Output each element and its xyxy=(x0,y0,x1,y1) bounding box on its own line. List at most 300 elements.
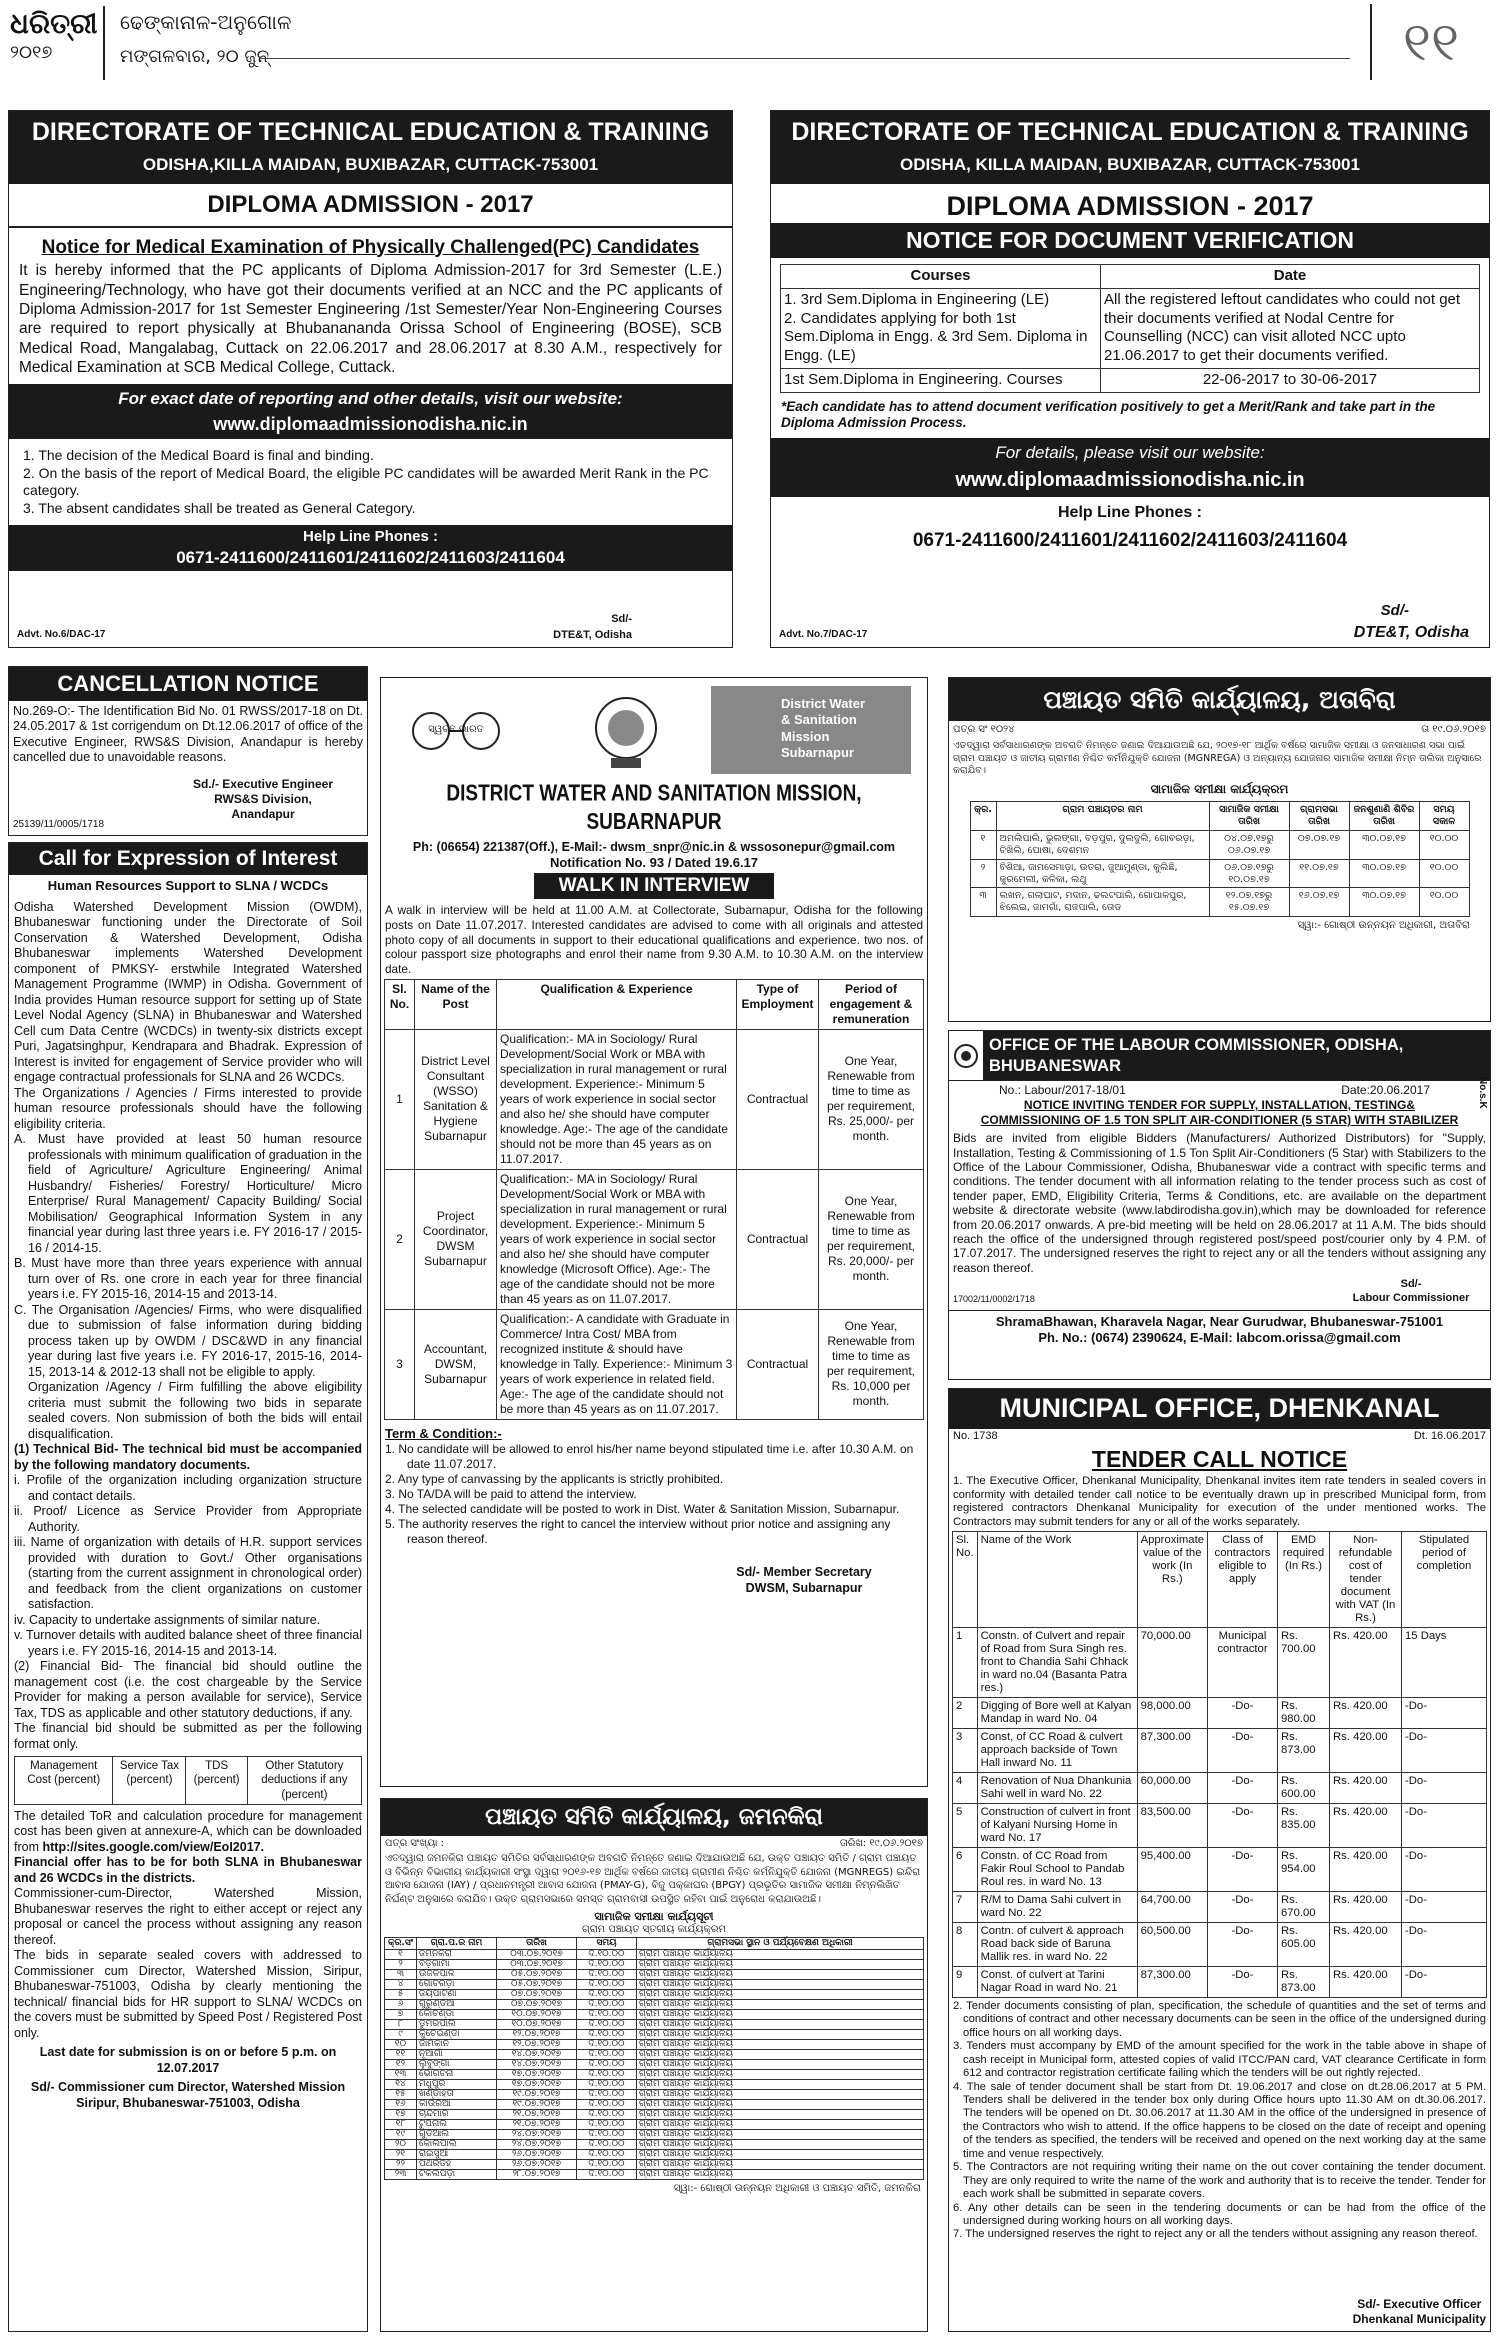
table-row xyxy=(385,1309,924,1419)
table-row xyxy=(953,1966,1487,1997)
cell-venue: ଗ୍ରାମ ପଞ୍ଚାୟତ କାର୍ଯ୍ୟାଳୟ xyxy=(637,2129,924,2139)
table-row xyxy=(385,2009,924,2019)
athabira-ref: ପତ୍ର ସଂ ୧୦୨୪ xyxy=(953,724,1015,736)
cancellation-notice xyxy=(8,666,368,836)
cell-type: Contractual xyxy=(737,1169,819,1309)
cell-work-name: Contn. of culvert & approach Road back side of Baruna Mallik res. in ward No. 22 xyxy=(977,1923,1137,1967)
website-caption: For details, please visit our website: xyxy=(995,443,1265,463)
cell-sl: ୧୨ xyxy=(385,2059,417,2069)
advt-number: Advt. No.7/DAC-17 xyxy=(779,628,868,640)
cell-sl: 4 xyxy=(953,1773,978,1804)
table-header: Class of contractors eligible to apply xyxy=(1208,1532,1278,1628)
municipal-point: 2. Tender documents consisting of plan, specification, the schedule of quantities and the set of terms and conditions of contract and other necessary documents can be seen in the office of the undersigned during office hours on all working days. xyxy=(953,1999,1486,2039)
cell-value: 95,400.00 xyxy=(1137,1848,1207,1892)
table-row xyxy=(970,859,1469,888)
cell-date: ୨୮.୦୭.୨୦୧୭ xyxy=(497,2169,577,2179)
eoi-para2: Organization /Agency / Firm fulfilling the above eligibility criteria must submit the following two bids in separate sealed covers. Non submission of both the bids will entail disqualification. xyxy=(28,1380,362,1441)
eoi-download-link[interactable]: http://sites.google.com/view/EoI2017. xyxy=(42,1839,265,1854)
cell-time: ଦି.୧୦.୦୦ xyxy=(577,2139,637,2149)
cell-value: 87,300.00 xyxy=(1137,1729,1207,1773)
eoi-tech-item: v. Turnover details with audited balance sheet of three financial years i.e. FY 2015-16, 2014-15 and 2013-14. xyxy=(14,1628,362,1658)
cell-gp-name: କୋଲିପାଲି xyxy=(417,2139,497,2149)
cell-time: ଦି.୧୦.୦୦ xyxy=(577,2009,637,2019)
cell-period: -Do- xyxy=(1402,1729,1487,1773)
eoi-sign2: Siripur, Bhubaneswar-751003, Odisha xyxy=(76,2095,300,2110)
cell-gp-name: ଗୁଡିଆଲି xyxy=(417,2129,497,2139)
cell-sl: ୧ xyxy=(385,1949,417,1959)
athabira-notice xyxy=(948,677,1491,1022)
cell-cost: Rs. 420.00 xyxy=(1330,1923,1402,1967)
cell-gp-name: ଭୋଗଚନା xyxy=(417,2069,497,2079)
athabira-table-title: ସାମାଜିକ ସମୀକ୍ଷା କାର୍ଯ୍ୟକ୍ରମ xyxy=(1150,782,1289,797)
cell-sl: 3 xyxy=(953,1729,978,1773)
cell-gp-name: ରାଇସୁଆଁ xyxy=(417,2149,497,2159)
cell-cost: Rs. 420.00 xyxy=(1330,1729,1402,1773)
cell-date: ୧୭.୦୭.୨୦୧୭ xyxy=(497,2079,577,2089)
cell-date: ୨୪.୦୭.୨୦୧୭ xyxy=(497,2139,577,2149)
cell-time: ଦି.୧୦.୦୦ xyxy=(577,2149,637,2159)
table-row xyxy=(385,2169,924,2179)
cell-gp-name: ଉଜଳପାଳ xyxy=(417,1969,497,1979)
jamankira-body: ଏତଦ୍ୱାରା ଜମନକିରା ପଞ୍ଚାୟତ ସମିତିର ସର୍ବସାଧାରଣଙ୍କ ଅବଗତି ନିମନ୍ତେ ଜଣାଇ ଦିଆଯାଉଅଛି ଯେ, ଉକ୍ତ ପଞ୍ଚାୟତ ସମିତି / ଗ୍ରାମ ପଞ୍ଚାୟତ ଓ ବିଭିନ୍ନ ବିଭାଗୀୟ କାର୍ଯ୍ୟକାରୀ ସଂସ୍ଥା ଦ୍ୱାରା ୨୦୧୬-୧୭ ଆର୍ଥିକ ବର୍ଷରେ ଜାତୀୟ ଗ୍ରାମୀଣ ନିଶ୍ଚିତ କର୍ମନିଯୁକ୍ତି ଯୋଜନା (MGNREGS) ଇନ୍ଦିରା ଆବାସ ଯୋଜନା (IAY) / ପ୍ରଧାନମନ୍ତ୍ରୀ ଆବାସ ଯୋଜନା (PMAY-G), ବିଜୁ ପକ୍କାଘର (BPGY) ପ୍ରଭୃତିର ସାମାଜିକ ସମୀକ୍ଷା ନିମ୍ନଲିଖିତ ନିର୍ଘଣ୍ଟ ଅନୁସାରେ କରାଯିବ। ଉକ୍ତ ଗ୍ରାମସଭାରେ ସମସ୍ତ ଗ୍ରାମବାସୀ ଉପସ୍ଥିତ ରହିବା ପାଇଁ ଅନୁରୋଧ କରାଯାଉଅଛି। xyxy=(385,1853,921,1905)
cell-sl: 6 xyxy=(953,1848,978,1892)
table-row xyxy=(953,1892,1487,1923)
table-header: ଗ୍ରାମସଭା ସ୍ଥାନ ଓ ପର୍ଯ୍ୟବେକ୍ଷଣ ଅଧିକାରୀ xyxy=(637,1937,924,1949)
cell-hearing-date: ୩୦.୦୭.୧୭ xyxy=(1349,830,1419,859)
labour-notice-title-2: COMMISSIONING OF 1.5 TON SPLIT AIR-CONDITIONER (5 STAR) WITH STABILIZER xyxy=(980,1113,1459,1128)
cell-date: ୧୦.୦୭.୨୦୧୭ xyxy=(497,2019,577,2029)
cell-venue: ଗ୍ରାମ ପଞ୍ଚାୟତ କାର୍ଯ୍ୟାଳୟ xyxy=(637,2109,924,2119)
cell-time: ଦି.୧୦.୦୦ xyxy=(577,2159,637,2169)
cell-cost: Rs. 420.00 xyxy=(1330,1804,1402,1848)
municipal-point: 7. The undersigned reserves the right to reject any or all the tenders without assigning any reason thereof. xyxy=(953,2228,1478,2241)
cell-post: Accountant, DWSM, Subarnapur xyxy=(415,1309,497,1419)
cell-hearing-date: ୩୦.୦୭.୧୭ xyxy=(1349,888,1419,917)
cell-sl: ୨ xyxy=(970,859,996,888)
cell-venue: ଗ୍ରାମ ପଞ୍ଚାୟତ କାର୍ଯ୍ୟାଳୟ xyxy=(637,2009,924,2019)
cell-hearing-date: ୩୦.୦୭.୧୭ xyxy=(1349,859,1419,888)
cell-time: ଦି.୧୦.୦୦ xyxy=(577,1979,637,1989)
dte-title: DIRECTORATE OF TECHNICAL EDUCATION & TRAINING xyxy=(31,118,710,146)
signature-office: DTE&T, Odisha xyxy=(553,629,632,642)
cell-period: -Do- xyxy=(1402,1966,1487,1997)
cell-date: ୧୦.୦୭.୨୦୧୭ xyxy=(497,2009,577,2019)
cell-sl: ୧୪ xyxy=(385,2079,417,2089)
cell-type: Contractual xyxy=(737,1309,819,1419)
cell-gp-name: ଜୟପାଟଣା xyxy=(417,1989,497,1999)
cell-sl: 2 xyxy=(385,1169,415,1309)
jamankira-sign: ସ୍ୱା:- ଗୋଷ୍ଠୀ ଉନ୍ନୟନ ଅଧିକାରୀ ଓ ପଞ୍ଚାୟତ ସମିତି, ଜମନକିରା xyxy=(673,2182,921,2194)
cell-time: ଦି.୧୦.୦୦ xyxy=(577,1959,637,1969)
tender-table xyxy=(952,1531,1487,1998)
course-cell: 1st Sem.Diploma in Engineering. Courses xyxy=(781,368,1101,392)
table-row xyxy=(970,830,1469,859)
labour-date: Date:20.06.2017 xyxy=(1341,1083,1430,1098)
cell-time: ଦି.୧୦.୦୦ xyxy=(577,2109,637,2119)
cell-period: -Do- xyxy=(1402,1804,1487,1848)
cell-cost: Rs. 420.00 xyxy=(1330,1848,1402,1892)
cell-audit-date: ୦୪.୦୭.୧୭ରୁ ୦୬.୦୭.୧୭ xyxy=(1209,830,1289,859)
cell-venue: ଗ୍ରାମ ପଞ୍ଚାୟତ କାର୍ଯ୍ୟାଳୟ xyxy=(637,2149,924,2159)
cell-date: ୧୪.୦୭.୨୦୧୭ xyxy=(497,2059,577,2069)
jamankira-table xyxy=(384,1937,924,2180)
cell-sl: ୧୬ xyxy=(385,2099,417,2109)
table-row xyxy=(385,1969,924,1979)
cell-gp-name: ଟିକିଲିପଡ଼ା xyxy=(417,2169,497,2179)
labour-sd: Sd/- xyxy=(1400,1278,1422,1291)
cell-sl: 9 xyxy=(953,1966,978,1997)
cell-gp-name: ଲଖନ, ଗଲାଘାଟ, ମଦାନ, ଢଲଟପାଲି, ଗୋପାଳପୁର, ଝିଲେଇ, ଜାମଗାଁ, ରାଜପାଲି, ତୋଡ xyxy=(996,888,1209,917)
cell-post: Project Coordinator, DWSM Subarnapur xyxy=(415,1169,497,1309)
table-row xyxy=(953,1923,1487,1967)
dwsm-logo-line: Subarnapur xyxy=(781,744,854,760)
logo-text: ଧରିତ୍ରୀ xyxy=(10,7,98,40)
table-row xyxy=(385,2049,924,2059)
cell-venue: ଗ୍ରାମ ପଞ୍ଚାୟତ କାର୍ଯ୍ୟାଳୟ xyxy=(637,1969,924,1979)
table-header: ସାମାଜିକ ସମୀକ୍ଷା ତାରିଖ xyxy=(1209,802,1289,831)
cell-sl: 2 xyxy=(953,1698,978,1729)
cell-gp-name: ଗୋଚରଡ଼ା xyxy=(417,1979,497,1989)
cell-emd: Rs. 873.00 xyxy=(1278,1966,1330,1997)
cell-cost: Rs. 420.00 xyxy=(1330,1892,1402,1923)
eoi-criteria: B. Must have more than three years experience with annual turn over of Rs. one crore in each year for three financial years i.e. FY 2015-16, 2014-15 and 2013-14. xyxy=(14,1256,362,1301)
cell-period: -Do- xyxy=(1402,1698,1487,1729)
website-link[interactable]: www.diplomaadmissionodisha.nic.in xyxy=(213,413,528,434)
cell-gp-name: ଜାମକାନି xyxy=(417,2039,497,2049)
cell-work-name: Construction of culvert in front of Kalyani Nursing Home in ward No. 17 xyxy=(977,1804,1137,1848)
table-header: ଜନଶୁଣାଣି ଶିବିର ତାରିଖ xyxy=(1349,802,1419,831)
cell-sl: ୧୩ xyxy=(385,2069,417,2079)
cell-period: One Year, Renewable from time to time as per requirement, Rs. 25,000/- per month. xyxy=(819,1029,924,1169)
cell-sl: ୨୨ xyxy=(385,2159,417,2169)
cell-date: ୨୪.୦୭.୨୦୧୭ xyxy=(497,2129,577,2139)
dwsm-sign1: Sd/- Member Secretary xyxy=(736,1565,872,1580)
table-header: ଗ୍ରାମସଭା ତାରିଖ xyxy=(1289,802,1349,831)
cell-gp-name: କୋଚିଣ୍ଡା xyxy=(417,2009,497,2019)
newspaper-logo xyxy=(10,6,105,80)
cell-gp-name: ଖଣ୍ଡାହତା xyxy=(417,2089,497,2099)
athabira-table xyxy=(970,801,1470,917)
eoi-intro2: The Organizations / Agencies / Firms interested to provide human resource professionals should have the following eligibility criteria. xyxy=(14,1085,362,1131)
table-row xyxy=(385,2139,924,2149)
athabira-date: ତା ୧୯.୦୬.୨୦୧୭ xyxy=(1421,724,1486,736)
cell-class: Municipal contractor xyxy=(1208,1628,1278,1698)
terms-title: Term & Condition:- xyxy=(385,1425,502,1441)
cell-date: ୧୨.୦୭.୨୦୧୭ xyxy=(497,2039,577,2049)
cell-gp-name: କାଉଁରିଆ xyxy=(417,2099,497,2109)
cell-sl: 7 xyxy=(953,1892,978,1923)
table-row xyxy=(781,288,1480,368)
pc-notice-body: It is hereby informed that the PC applicants of Diploma Admission-2017 for 3rd Semester (L.E.) Engineering/Technology, who have got their documents verified at an NCC and the PC applicants of Diploma Admission-2017 for 1st Semester Engineering /1st Semester/Year Non-Engineering Courses are required to report physically at Bhubanananda Orissa School of Engineering (BOSE), SCB Medical Road, Mangalabag, Cuttack on 22.06.2017 and 28.06.2017 at 8.30 A.M., respectively for Medical Examination at SCB Medical College, Cuttack. xyxy=(19,262,722,377)
cell-venue: ଗ୍ରାମ ପଞ୍ଚାୟତ କାର୍ଯ୍ୟାଳୟ xyxy=(637,2079,924,2089)
cell-time: ଦି.୧୦.୦୦ xyxy=(577,2069,637,2079)
labour-ref: 17002/11/0002/1718 xyxy=(953,1294,1035,1305)
cancellation-body: No.269-O:- The Identification Bid No. 01 RWSS/2017-18 on Dt. 24.05.2017 & 1st corrigendum on Dt.12.06.2017 of office of the Executive Engineer, RWS&S Division, Anandapur is hereby cancelled due to unavoidable reasons. xyxy=(13,703,363,765)
edition-name: ଢେଙ୍କାନାଳ-ଅନୁଗୋଳ xyxy=(120,10,292,34)
cell-class: -Do- xyxy=(1208,1923,1278,1967)
cell-sl: ୩ xyxy=(385,1969,417,1979)
table-row xyxy=(953,1773,1487,1804)
cell-venue: ଗ୍ରାମ ପଞ୍ଚାୟତ କାର୍ଯ୍ୟାଳୟ xyxy=(637,1999,924,2009)
cell-value: 83,500.00 xyxy=(1137,1804,1207,1848)
municipal-notice xyxy=(948,1388,1491,2332)
cell-date: ୧୯.୦୭.୨୦୧୭ xyxy=(497,2099,577,2109)
cell-emd: Rs. 670.00 xyxy=(1278,1892,1330,1923)
cancellation-sign1: Sd./- Executive Engineer xyxy=(192,777,334,791)
cell-cost: Rs. 420.00 xyxy=(1330,1698,1402,1729)
cell-gp-name: ଜମନକିରା xyxy=(417,1949,497,1959)
cell-venue: ଗ୍ରାମ ପଞ୍ଚାୟତ କାର୍ଯ୍ୟାଳୟ xyxy=(637,2069,924,2079)
cancellation-sign3: Anandapur xyxy=(231,807,295,821)
cell-class: -Do- xyxy=(1208,1698,1278,1729)
cancellation-sign2: RWS&S Division, xyxy=(214,792,312,806)
terms-list xyxy=(381,1442,927,1547)
cell-emd: Rs. 600.00 xyxy=(1278,1773,1330,1804)
cell-date: ୦୭.୦୭.୨୦୧୭ xyxy=(497,1989,577,1999)
table-row xyxy=(385,2089,924,2099)
cell-gp-name: ବଡ଼ଗାମା xyxy=(417,1959,497,1969)
eoi-tech-bid: (1) Technical Bid- The technical bid must be accompanied by the following mandatory documents. xyxy=(14,1442,362,1472)
signature-sd: Sd/- xyxy=(611,613,632,626)
table-header: ଗ୍ରା.ପ.ର ନାମ xyxy=(417,1937,497,1949)
cell-sl: ୬ xyxy=(385,1999,417,2009)
cell-emd: Rs. 954.00 xyxy=(1278,1848,1330,1892)
athabira-sign: ସ୍ୱା:- ଗୋଷ୍ଠୀ ଉନ୍ନୟନ ଅଧିକାରୀ, ଅତାବିରା xyxy=(1297,920,1470,932)
table-row xyxy=(385,2159,924,2169)
eoi-sign1: Sd/- Commissioner cum Director, Watershed Mission xyxy=(30,2080,346,2095)
date-cell: 22-06-2017 to 30-06-2017 xyxy=(1101,368,1480,392)
cell-emd: Rs. 835.00 xyxy=(1278,1804,1330,1848)
term-item: 4. The selected candidate will be posted to work in Dist. Water & Sanitation Mission, Subarnapur. xyxy=(385,1502,900,1517)
cell-qual: Qualification:- MA in Sociology/ Rural Development/Social Work or MBA with specialization in rural management or rural development. Experience:- Minimum 5 years of work experience in social sector and also he/ she should have computer knowledge (Microsoft Office). Age:- The age of the candidate should not be more than 45 years as on 11.07.2017. xyxy=(497,1169,737,1309)
dwsm-logo-line: District Water xyxy=(781,696,866,711)
cell-gp-name: ଡୁମରପାଲି xyxy=(417,2019,497,2029)
cell-period: -Do- xyxy=(1402,1923,1487,1967)
cell-period: 15 Days xyxy=(1402,1628,1487,1698)
cell-class: -Do- xyxy=(1208,1729,1278,1773)
athabira-title: ପଞ୍ଚାୟତ ସମିତି କାର୍ଯ୍ୟାଳୟ, ଅତାବିରା xyxy=(949,678,1490,721)
table-row xyxy=(385,2119,924,2129)
cell-time: ଦି.୧୦.୦୦ xyxy=(577,2059,637,2069)
helpline-numbers: 0671-2411600/2411601/2411602/2411603/2411604 xyxy=(912,529,1348,551)
cell-qual: Qualification:- A candidate with Graduate in Commerce/ Intra Cost/ MBA from recognized institute & should have knowledge in Tally. Experience:- Minimum 3 years of work experience in related field. Age:- The age of the candidate should not be more than 45 years as on 11.07.2017. xyxy=(497,1309,737,1419)
table-header: Name of the Work xyxy=(977,1532,1137,1628)
eoi-criteria: C. The Organisation /Agencies/ Firms, who were disqualified due to submission of false information during bidding process taken up by OWDM / DSC&WD in any financial year during last five years i.e. FY 2016-17, 2015-16, 2014-15, 2013-14 & 2012-13 shall not be eligible to apply. xyxy=(14,1302,362,1379)
cell-value: 70,000.00 xyxy=(1137,1628,1207,1698)
cell-work-name: Constn. of CC Road from Fakir Roul School to Pandab Roul res. in ward No. 13 xyxy=(977,1848,1137,1892)
table-header: Approximate value of the work (In Rs.) xyxy=(1137,1532,1207,1628)
table-row xyxy=(385,1959,924,1969)
cell-class: -Do- xyxy=(1208,1966,1278,1997)
table-row xyxy=(953,1848,1487,1892)
helpline-numbers: 0671-2411600/2411601/2411602/2411603/2411604 xyxy=(176,548,565,567)
labour-no: No.: Labour/2017-18/01 xyxy=(999,1083,1126,1098)
jamankira-table-title: ସାମାଜିକ ସମୀକ୍ଷା କାର୍ଯ୍ୟସୂଚୀ xyxy=(594,1910,714,1924)
table-header: Other Statutory deductions if any (percent) xyxy=(247,1757,361,1805)
cell-sl: ୧୯ xyxy=(385,2129,417,2139)
table-header: ଗ୍ରାମ ପଞ୍ଚାୟତର ନାମ xyxy=(996,802,1209,831)
cell-work-name: Renovation of Nua Dhankunia Sahi well in ward No. 22 xyxy=(977,1773,1137,1804)
date-cell: All the registered leftout candidates who could not get their documents verified at Nodal Centre for Counselling (NCC) can visit alloted NCC upto 21.06.2017 to get their documents verified. xyxy=(1101,288,1480,368)
cell-class: -Do- xyxy=(1208,1773,1278,1804)
cell-period: One Year, Renewable from time to time as per requirement, Rs. 20,000/- per month. xyxy=(819,1169,924,1309)
athabira-body: ଏତଦ୍ୱାରା ସର୍ବସାଧାରଣଙ୍କ ଅବଗତି ନିମନ୍ତେ ଜଣାଇ ଦିଆଯାଉଅଛି ଯେ, ୨୦୧୭-୧୮ ଆର୍ଥିକ ବର୍ଷରେ ସାମାଜିକ ସମୀକ୍ଷା ଓ ଜନସାଧାରଣ ସଭା ପାଇଁ ଗ୍ରାମ ପଞ୍ଚାୟତ ଓ ଜାତୀୟ ଗ୍ରାମୀଣ ନିଶ୍ଚିତ କର୍ମନିଯୁକ୍ତି ଯୋଜନା (MGNREGA) ଓ ଅନ୍ୟାନ୍ୟ ଯୋଜନାର ସାମାଜିକ ସମୀକ୍ଷା ନିମ୍ନ ତାଲିକା ଅନୁସାରେ କରାଯିବ। xyxy=(953,739,1482,777)
dwsm-logos xyxy=(381,678,927,778)
course-item: 1. 3rd Sem.Diploma in Engineering (LE) xyxy=(784,290,1050,308)
cell-work-name: Constn. of Culvert and repair of Road from Sura Singh res. front to Chandia Sahi Chhack in ward no.04 (Basanta Patra res.) xyxy=(977,1628,1137,1698)
table-row xyxy=(385,2079,924,2089)
cell-gp-name: ଗୁରୁଣ୍ଡିଆ xyxy=(417,1999,497,2009)
cell-gp-name: ପଥରଡିହି xyxy=(417,2159,497,2169)
cell-date: ୦୩.୦୭.୨୦୧୭ xyxy=(497,1949,577,1959)
table-header: Sl. No. xyxy=(953,1532,978,1628)
walkin-title: WALK IN INTERVIEW xyxy=(534,873,774,899)
municipal-date: Dt. 16.06.2017 xyxy=(1413,1429,1486,1442)
labour-side-note: No.s.K xyxy=(1477,1077,1488,1109)
cell-value: 87,300.00 xyxy=(1137,1966,1207,1997)
table-header: କ୍ର. xyxy=(970,802,996,831)
cell-date: ୦୩.୦୭.୨୦୧୭ xyxy=(497,1959,577,1969)
diploma-admission-title: DIPLOMA ADMISSION - 2017 xyxy=(9,184,732,228)
pc-notice-points xyxy=(9,439,732,525)
pc-point: 2. On the basis of the report of Medical Board, the eligible PC candidates will be awarded Merit Rank in the PC category. xyxy=(23,464,709,499)
tender-call-title: TENDER CALL NOTICE xyxy=(1091,1445,1348,1472)
eoi-deadline: Last date for submission is on or before 5 p.m. on 12.07.2017 xyxy=(39,2045,337,2075)
table-row xyxy=(385,2029,924,2039)
eoi-notice xyxy=(8,842,368,2332)
cell-value: 64,700.00 xyxy=(1137,1892,1207,1923)
municipal-point: 5. The Contractors are not requiring writing their name on the out cover containing the tender document. They are only required to write the name of the work and authority that is to receive the tender. Tender for each work shall be submitted in separate covers. xyxy=(953,2161,1486,2201)
course-item: 2. Candidates applying for both 1st Sem.Diploma in Engg. & 3rd Sem. Diploma in Engg. (LE) xyxy=(784,309,1088,364)
cell-class: -Do- xyxy=(1208,1804,1278,1848)
cell-venue: ଗ୍ରାମ ପଞ୍ଚାୟତ କାର୍ଯ୍ୟାଳୟ xyxy=(637,2039,924,2049)
eoi-intro: Odisha Watershed Development Mission (OWDM), Bhubaneswar functioning under the Directorate of Soil Conservation & Watershed Development, Odisha Bhubaneswar implements Watershed Development component of PMKSY- erstwhile Integrated Watershed Management Programme (IWMP) in Odisha. Government of India provides Human resource support for setting up of State Level Nodal Agency (SLNA) in Bhubaneswar and Watershed Cell cum Data Centre (WCDCs) in twenty-six districts except Puri, Jagatsinghpur, Kendrapara and Bhadrak. Expression of Interest is invited for engagement of Service provider who will engage contractual professionals for SLNA and 26 WCDCs. xyxy=(14,899,362,1084)
dwsm-title: DISTRICT WATER AND SANITATION MISSION, SUBARNAPUR xyxy=(446,781,862,835)
cancellation-ref: 25139/11/0005/1718 xyxy=(13,818,105,830)
dwsm-logo-line: Mission xyxy=(781,728,830,744)
helpline-label: Help Line Phones : xyxy=(1057,503,1202,521)
cell-sl: ୨ xyxy=(385,1959,417,1969)
cell-period: -Do- xyxy=(1402,1848,1487,1892)
pc-point: 3. The absent candidates shall be treated as General Category. xyxy=(23,499,416,516)
labour-contact: Ph. No.: (0674) 2390624, E-Mail: labcom.orissa@gmail.com xyxy=(1038,1329,1401,1345)
cell-date: ୧୨.୦୭.୨୦୧୭ xyxy=(497,2029,577,2039)
cell-sl: 5 xyxy=(953,1804,978,1848)
masthead-rule xyxy=(260,58,1350,59)
odisha-emblem-icon xyxy=(949,1041,983,1071)
table-row xyxy=(385,2059,924,2069)
cancellation-title: CANCELLATION NOTICE xyxy=(9,667,367,701)
table-row xyxy=(385,1169,924,1309)
table-row xyxy=(385,2069,924,2079)
cell-sl: ୨୧ xyxy=(385,2149,417,2159)
cell-time: ଦି.୧୦.୦୦ xyxy=(577,2169,637,2179)
cell-venue: ଗ୍ରାମ ପଞ୍ଚାୟତ କାର୍ଯ୍ୟାଳୟ xyxy=(637,2059,924,2069)
eoi-tech-item: iv. Capacity to undertake assignments of similar nature. xyxy=(14,1612,321,1627)
cell-gp-name: ଅମଲିପାଲି, ଭୁଲଙ୍ଗା, ବଡ଼ପୁର, ଦୁଲଦୁଲି, ଗୋବରଡ଼ା, ଚିଖିଲି, ଘୋଷା, ଦେଶମନ xyxy=(996,830,1209,859)
cell-sl: ୧୧ xyxy=(385,2049,417,2059)
table-row xyxy=(385,2129,924,2139)
table-header: କ୍ର.ସଂ xyxy=(385,1937,417,1949)
cell-audit-date: ୧୨.୦୭.୧୭ରୁ ୧୫.୦୭.୧୭ xyxy=(1209,888,1289,917)
website-link[interactable]: www.diplomaadmissionodisha.nic.in xyxy=(955,468,1305,491)
signature-sd: Sd/- xyxy=(1380,602,1409,620)
cell-audit-date: ୦୬.୦୭.୧୭ରୁ ୧୦.୦୭.୧୭ xyxy=(1209,859,1289,888)
table-header: Management Cost (percent) xyxy=(15,1757,113,1805)
table-row xyxy=(385,1989,924,1999)
eoi-para3: The detailed ToR and calculation procedure for management cost has been given at annexure-A, which can be downloaded from xyxy=(14,1808,362,1854)
edition-date: ମଙ୍ଗଳବାର, ୨୦ ଜୁନ୍ xyxy=(120,46,270,67)
cell-gp-name: ବିଶିଆ, ଜାମସେମାଡ଼ା, ଉତରା, ଜୁଆମୁଣ୍ଡା, କୁଲିଛି, କୁରମେଲୀ, କଳିକା, ଲଥୁ xyxy=(996,859,1209,888)
eoi-tech-item: ii. Proof/ Licence as Service Provider from Appropriate Authority. xyxy=(14,1504,362,1534)
labour-notice-title: NOTICE INVITING TENDER FOR SUPPLY, INSTALLATION, TESTING& xyxy=(1023,1098,1416,1113)
cell-venue: ଗ୍ରାମ ପଞ୍ଚାୟତ କାର୍ଯ୍ୟାଳୟ xyxy=(637,2029,924,2039)
table-header: Period of engagement & remuneration xyxy=(819,979,924,1029)
pc-point: 1. The decision of the Medical Board is final and binding. xyxy=(23,447,374,464)
cell-time: ଦି.୧୦.୦୦ xyxy=(577,2019,637,2029)
table-row xyxy=(953,1729,1487,1773)
table-header: Service Tax (percent) xyxy=(113,1757,186,1805)
cell-sl: 8 xyxy=(953,1923,978,1967)
eoi-fin-bid: (2) Financial Bid- The financial bid should outline the management cost (i.e. the cost chargeable by the Service Provider for making a person available for service), Service Tax, TDS as applicable and other statutory deductions, if any. xyxy=(14,1659,362,1720)
helpline-label: Help Line Phones : xyxy=(302,528,438,546)
cell-gp-name: ମଧୁପୁର xyxy=(417,2079,497,2089)
jamankira-date: ତାରିଖ: ୧୯.୦୬.୨୦୧୭ xyxy=(839,1837,923,1849)
dte-address: ODISHA,KILLA MAIDAN, BUXIBAZAR, CUTTACK-753001 xyxy=(142,155,599,175)
municipal-title: MUNICIPAL OFFICE, DHENKANAL xyxy=(949,1389,1490,1429)
dwsm-notice xyxy=(380,677,928,1787)
cell-time: ଦି.୧୦.୦୦ xyxy=(577,1969,637,1979)
cell-date: ୦୫.୦୭.୨୦୧୭ xyxy=(497,1969,577,1979)
cell-time: ଦି.୧୦.୦୦ xyxy=(577,2119,637,2129)
table-header: Type of Employment xyxy=(737,979,819,1029)
table-row xyxy=(970,888,1469,917)
cell-date: ୧୪.୦୭.୨୦୧୭ xyxy=(497,2049,577,2059)
cell-period: One Year, Renewable from time to time as per requirement, Rs. 10,000 per month. xyxy=(819,1309,924,1419)
municipal-point: 4. The sale of tender document shall be start from Dt. 19.06.2017 and close on dt.28.06.2017 at 5 PM. Tenders shall be delivered in the tender box only during Office hours upto 11.30 AM on dt.30.06.2017. The tenders will be opened on Dt. 30.06.2017 at 11.30 AM in the office of the undersigned in presence of the Contractors who wish to attend. If the office happens to be closed on the date of receipt and opening of the tenders as specified, the tenders will be received and opened on the next working day at the same time and venue respectively. xyxy=(953,2080,1486,2160)
cell-sl: ୧୦ xyxy=(385,2039,417,2049)
dwsm-logo-line: & Sanitation xyxy=(781,712,857,728)
municipal-point: 3. Tenders must accompany by EMD of the amount specified for the work in the table above in shape of cash receipt in Municipal form, attested copies of valid ITCC/PAN card, VAT clearance Certificate in form 612 and contractor registration certificate failing which the tenders will be out rightly rejected. xyxy=(953,2040,1486,2080)
cell-work-name: Const. of culvert at Tarini Nagar Road in ward No. 21 xyxy=(977,1966,1137,1997)
dwsm-posts-table xyxy=(384,979,924,1420)
table-header: Sl. No. xyxy=(385,979,415,1029)
cell-period: -Do- xyxy=(1402,1892,1487,1923)
cell-venue: ଗ୍ରାମ ପଞ୍ଚାୟତ କାର୍ଯ୍ୟାଳୟ xyxy=(637,2089,924,2099)
labour-title: OFFICE OF THE LABOUR COMMISSIONER, ODISHA, BHUBANESWAR xyxy=(983,1031,1490,1080)
cell-cost: Rs. 420.00 xyxy=(1330,1773,1402,1804)
cell-venue: ଗ୍ରାମ ପଞ୍ଚାୟତ କାର୍ଯ୍ୟାଳୟ xyxy=(637,2139,924,2149)
masthead xyxy=(0,0,1498,84)
table-row xyxy=(953,1628,1487,1698)
cell-gp-name: କୁଚେଇଁଣ୍ଡା xyxy=(417,2029,497,2039)
logo-year: ୨୦୧୭ xyxy=(10,42,53,63)
table-header: ସମୟ xyxy=(577,1937,637,1949)
table-header: Date xyxy=(1101,265,1480,289)
table-header: Stipulated period of completion xyxy=(1402,1532,1487,1628)
term-item: 5. The authority reserves the right to cancel the interview without prior notice and assigning any reason thereof. xyxy=(385,1517,891,1547)
cell-qual: Qualification:- MA in Sociology/ Rural Development/Social Work or MBA with specialization in rural management or rural development. Experience:- Minimum 5 years of work experience in social sector and also he/ she should have computer knowledge. Age:- The age of the candidate should not be more than 45 years as on 11.07.2017. xyxy=(497,1029,737,1169)
fin-format-table xyxy=(14,1756,362,1805)
cell-sl: ୯ xyxy=(385,2029,417,2039)
table-row xyxy=(385,2109,924,2119)
table-header: Non-refundable cost of tender document with VAT (In Rs.) xyxy=(1330,1532,1402,1628)
diploma-admission-title: DIPLOMA ADMISSION - 2017 xyxy=(946,190,1314,221)
cell-sl: ୮ xyxy=(385,2019,417,2029)
municipal-point: 6. Any other details can be seen in the tendering documents or can be had from the office of the undersigned during working hours on all working days. xyxy=(953,2201,1486,2227)
table-row xyxy=(385,1949,924,1959)
website-caption: For exact date of reporting and other details, visit our website: xyxy=(118,388,623,408)
